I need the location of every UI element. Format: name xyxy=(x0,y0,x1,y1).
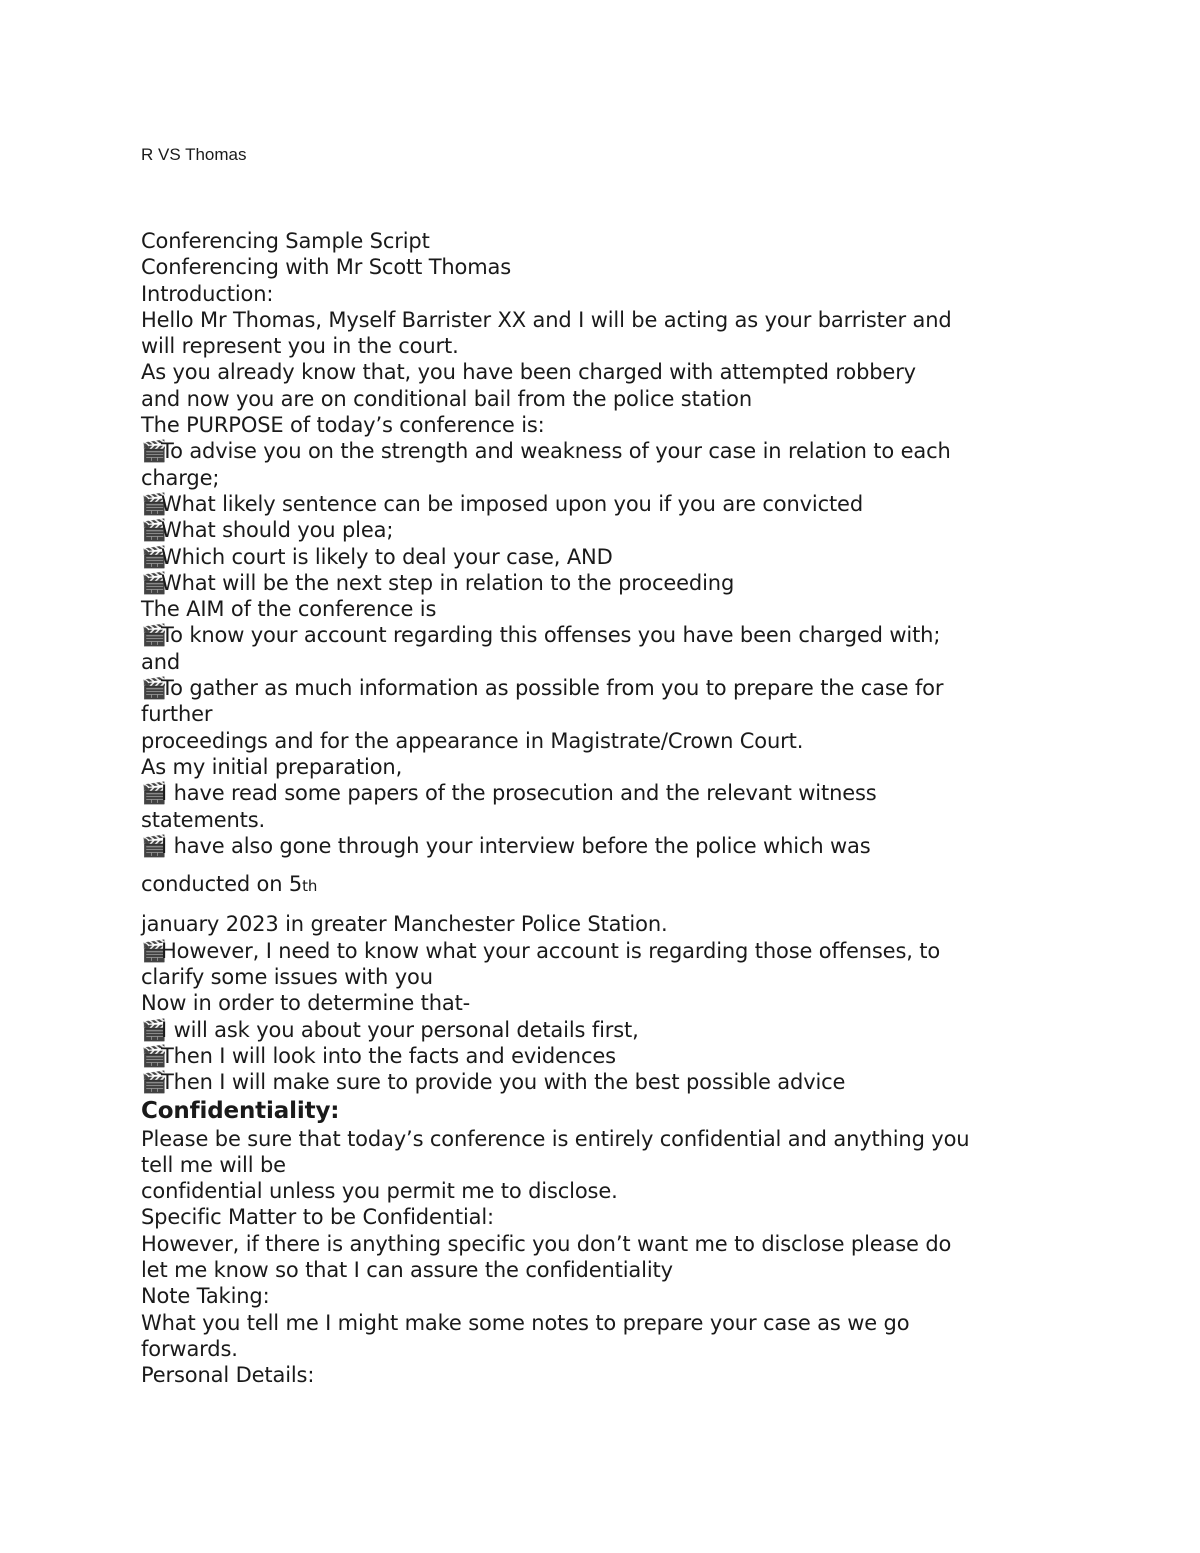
conf-line: Please be sure that today’s conference is entirely confidential and anything you xyxy=(141,1126,970,1151)
list-item: 🎬I have also gone through your interview before the police which was xyxy=(141,833,871,858)
list-item-continuation: further xyxy=(141,702,213,727)
clapperboard-icon: 🎬 xyxy=(141,1043,167,1068)
clapperboard-icon: 🎬 xyxy=(141,938,167,963)
list-item: 🎬Then I will look into the facts and evidences xyxy=(141,1043,616,1068)
intro-line: Hello Mr Thomas, Myself Barrister XX and I will be acting as your barrister and xyxy=(141,307,952,332)
list-item: 🎬To advise you on the strength and weakness of your case in relation to each xyxy=(141,439,951,464)
list-item-continuation: and xyxy=(141,649,181,674)
list-item: 🎬What likely sentence can be imposed upon you if you are convicted xyxy=(141,491,864,516)
notes-line: forwards. xyxy=(141,1336,238,1361)
date-line: january 2023 in greater Manchester Police Station. xyxy=(141,912,668,937)
clapperboard-icon: 🎬 xyxy=(141,781,167,806)
header-title: R VS Thomas xyxy=(141,145,247,164)
clapperboard-icon: 🎬 xyxy=(141,544,167,569)
specific-line: let me know so that I can assure the confidentiality xyxy=(141,1257,673,1282)
clapperboard-icon: 🎬 xyxy=(141,1070,167,1095)
intro-line: will represent you in the court. xyxy=(141,334,459,359)
confidentiality-heading: Confidentiality: xyxy=(141,1097,340,1124)
determine-heading: Now in order to determine that- xyxy=(141,991,471,1016)
intro-line: and now you are on conditional bail from the police station xyxy=(141,386,753,411)
prep-heading: As my initial preparation, xyxy=(141,754,403,779)
aim-heading: The AIM of the conference is xyxy=(141,597,437,622)
list-item: 🎬To know your account regarding this offenses you have been charged with; xyxy=(141,623,941,648)
conf-line: tell me will be xyxy=(141,1152,286,1177)
list-item: 🎬To gather as much information as possible from you to prepare the case for xyxy=(141,676,944,701)
list-item: 🎬What should you plea; xyxy=(141,518,394,543)
conf-line: confidential unless you permit me to disclose. xyxy=(141,1179,618,1204)
clapperboard-icon: 🎬 xyxy=(141,623,167,648)
list-item-continuation: proceedings and for the appearance in Magistrate/Crown Court. xyxy=(141,728,804,753)
clapperboard-icon: 🎬 xyxy=(141,491,167,516)
list-item: 🎬Then I will make sure to provide you with the best possible advice xyxy=(141,1070,846,1095)
list-item-continuation: statements. xyxy=(141,807,266,832)
list-item: 🎬I have read some papers of the prosecution and the relevant witness xyxy=(141,781,877,806)
list-item: 🎬However, I need to know what your account is regarding those offenses, to xyxy=(141,938,941,963)
list-item: 🎬Which court is likely to deal your case, AND xyxy=(141,544,613,569)
notes-line: What you tell me I might make some notes to prepare your case as we go xyxy=(141,1310,910,1335)
intro-line: As you already know that, you have been charged with attempted robbery xyxy=(141,360,916,385)
clapperboard-icon: 🎬 xyxy=(141,833,167,858)
clapperboard-icon: 🎬 xyxy=(141,518,167,543)
conducted-line: conducted on 5th xyxy=(141,872,318,897)
spacer xyxy=(141,899,1061,911)
clapperboard-icon: 🎬 xyxy=(141,676,167,701)
purpose-heading: The PURPOSE of today’s conference is: xyxy=(141,413,545,438)
doc-title: Conferencing Sample Script xyxy=(141,229,430,253)
clapperboard-icon: 🎬 xyxy=(141,439,167,464)
list-item: 🎬I will ask you about your personal details first, xyxy=(141,1017,639,1042)
spacer xyxy=(141,859,1061,871)
list-item: 🎬What will be the next step in relation to the proceeding xyxy=(141,570,735,595)
clapperboard-icon: 🎬 xyxy=(141,570,167,595)
personal-heading: Personal Details: xyxy=(141,1363,315,1388)
clapperboard-icon: 🎬 xyxy=(141,1017,167,1042)
specific-line: However, if there is anything specific you don’t want me to disclose please do xyxy=(141,1231,952,1256)
notes-heading: Note Taking: xyxy=(141,1284,270,1309)
intro-heading: Introduction: xyxy=(141,281,274,306)
list-item-continuation: charge; xyxy=(141,465,220,490)
specific-heading: Specific Matter to be Confidential: xyxy=(141,1205,494,1230)
ordinal-suffix: th xyxy=(302,877,318,896)
list-item-continuation: clarify some issues with you xyxy=(141,965,433,990)
document-body xyxy=(141,228,1061,1388)
doc-subtitle: Conferencing with Mr Scott Thomas xyxy=(141,255,512,280)
